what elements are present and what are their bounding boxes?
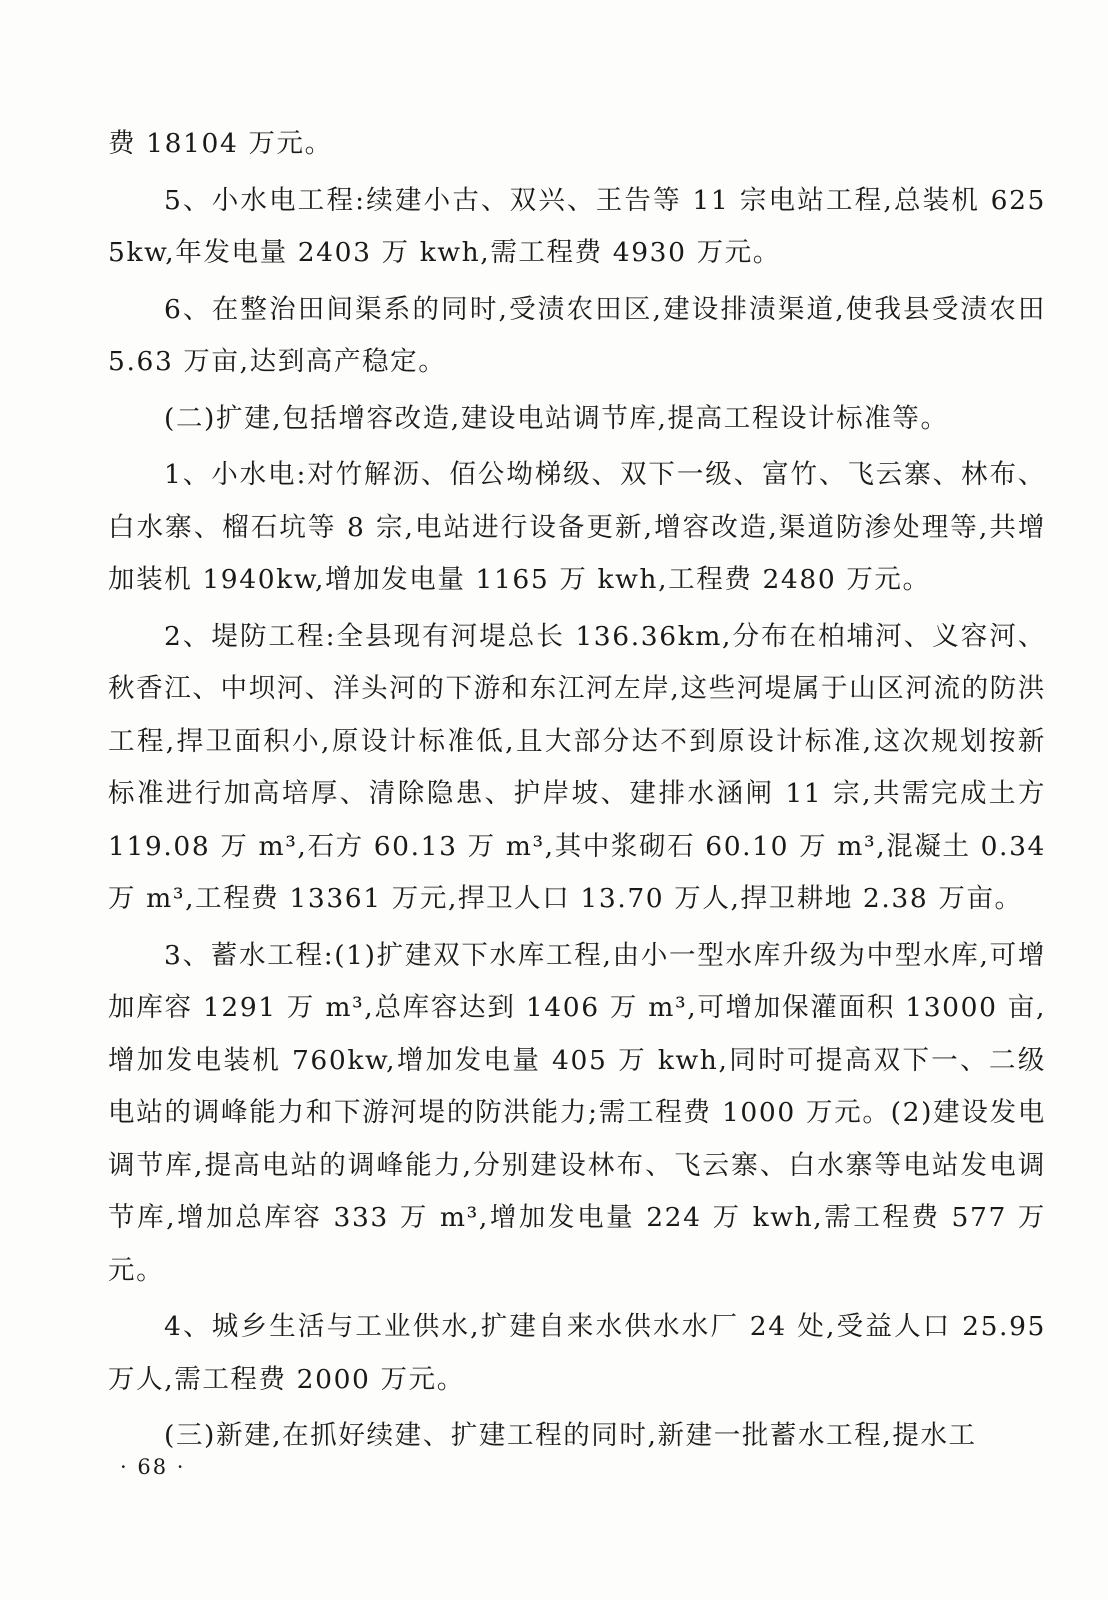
page-body: [108, 118, 1046, 1467]
paragraph-hydropower-upgrade: 1、小水电:对竹解沥、佰公坳梯级、双下一级、富竹、飞云寨、林布、白水寨、榴石坑等 8 宗,电站进行设备更新,增容改造,渠道防渗处理等,共增加装机 1940kw,增加发电量 1165 万 kwh,工程费 2480 万元。: [108, 459, 1046, 595]
paragraph-continuation: 费 18104 万元。: [108, 128, 333, 159]
section-heading-expansion: (二)扩建,包括增容改造,建设电站调节库,提高工程设计标准等。: [164, 402, 949, 434]
page-number: · 68 ·: [120, 1455, 186, 1479]
paragraph-small-hydropower: 5、小水电工程:续建小古、双兴、王告等 11 宗电站工程,总装机 6255kw,年发电量 2403 万 kwh,需工程费 4930 万元。: [108, 184, 1046, 268]
paragraph-reservoir: 3、蓄水工程:(1)扩建双下水库工程,由小一型水库升级为中型水库,可增加库容 1291 万 m³,总库容达到 1406 万 m³,可增加保灌面积 13000 亩,增加发电装机 760kw,增加发电量 405 万 kwh,同时可提高双下一、二级电站的调峰能力和下游河堤的防洪能力;需工程费 1000 万元。(2)建设发电调节库,提高电站的调峰能力,分别建设林布、飞云寨、白水寨等电站发电调节库,增加总库容 333 万 m³,增加发电量 224 万 kwh,需工程费 577 万元。: [108, 939, 1046, 1286]
section-heading-new-construction: (三)新建,在抓好续建、扩建工程的同时,新建一批蓄水工程,提水工: [164, 1420, 977, 1451]
paragraph-water-supply: 4、城乡生活与工业供水,扩建自来水供水水厂 24 处,受益人口 25.95 万人,需工程费 2000 万元。: [108, 1311, 1046, 1395]
paragraph-embankment: 2、堤防工程:全县现有河堤总长 136.36km,分布在柏埔河、义容河、秋香江、中坝河、洋头河的下游和东江河左岸,这些河堤属于山区河流的防洪工程,捍卫面积小,原设计标准低,且大部分达不到原设计标准,这次规划按新标准进行加高培厚、清除隐患、护岸坡、建排水涵闸 11 宗,共需完成土方 119.08 万 m³,石方 60.13 万 m³,其中浆砌石 60.10 万 m³,混凝土 0.34 万 m³,工程费 13361 万元,捍卫人口 13.70 万人,捍卫耕地 2.38 万亩。: [108, 620, 1046, 914]
paragraph-drainage: 6、在整治田间渠系的同时,受渍农田区,建设排渍渠道,使我县受渍农田 5.63 万亩,达到高产稳定。: [108, 293, 1046, 377]
